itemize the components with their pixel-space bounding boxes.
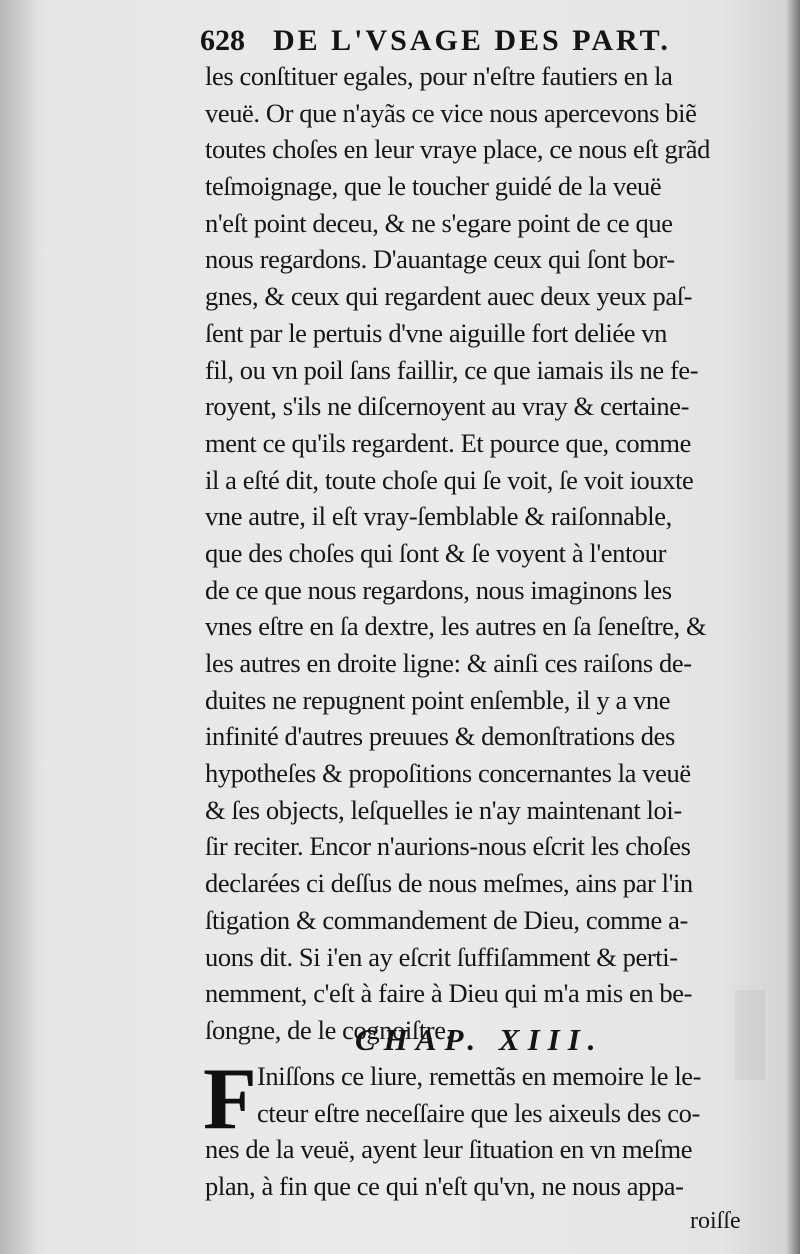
- drop-cap: F: [203, 1051, 257, 1148]
- text-line: Iniſſons ce liure, remettãs en memoire le le-: [257, 1061, 702, 1091]
- chapter-text: [203, 1051, 767, 1204]
- text-line: teſmoignage, que le toucher guidé de la veuë: [205, 171, 662, 202]
- text-line: toutes choſes en leur vraye place, ce nous eſt grãd: [205, 134, 710, 165]
- text-line: declarées ci deſſus de nous meſmes, ains par l'in: [205, 868, 693, 899]
- text-line: ſent par le pertuis d'vne aiguille fort deliée vn: [205, 317, 668, 348]
- text-line: de ce que nous regardons, nous imaginons les: [205, 574, 672, 605]
- text-line: que des choſes qui ſont & ſe voyent à l'entour: [205, 537, 667, 568]
- page-edge: [786, 0, 800, 1254]
- text-line: duites ne repugnent point enſemble, il y a vne: [205, 684, 671, 715]
- gutter-shadow: [0, 0, 40, 1254]
- body-text: [205, 58, 767, 1049]
- text-line: il a eſté dit, toute choſe qui ſe voit, ſe voit iouxte: [205, 464, 694, 495]
- text-line: ſtigation & commandement de Dieu, comme a-: [205, 904, 688, 935]
- page-number: 628: [200, 24, 245, 57]
- running-head: [200, 14, 740, 58]
- text-line: ſir reciter. Encor n'aurions-nous eſcrit les choſes: [205, 831, 691, 862]
- text-line: vne autre, il eſt vray-ſemblable & raiſonnable,: [205, 501, 672, 532]
- catchword: roiſſe: [690, 1208, 741, 1234]
- text-line: uons dit. Si i'en ay eſcrit ſuffiſamment & perti-: [205, 941, 678, 972]
- text-line: veuë. Or que n'ayãs ce vice nous apercevons biẽ: [205, 97, 697, 128]
- text-line: royent, s'ils ne diſcernoyent au vray & certaine-: [205, 391, 690, 422]
- text-line: plan, à fin que ce qui n'eſt qu'vn, ne nous appa-: [205, 1170, 684, 1201]
- text-line: vnes eſtre en ſa dextre, les autres en ſa ſeneſtre, &: [205, 611, 707, 642]
- text-line: ſongne, de le cognoiſtre.: [205, 1014, 452, 1045]
- text-line: gnes, & ceux qui regardent auec deux yeux paſ-: [205, 281, 693, 312]
- text-line: infinité d'autres preuues & demonſtrations des: [205, 721, 675, 752]
- text-line: hypotheſes & propoſitions concernantes la veuë: [205, 758, 691, 789]
- text-line: n'eſt point deceu, & ne s'egare point de ce que: [205, 207, 673, 238]
- text-line: ment ce qu'ils regardent. Et pource que, comme: [205, 427, 692, 458]
- text-line: cteur eſtre neceſſaire que les aixeuls des co-: [257, 1097, 700, 1128]
- running-title: DE L'VSAGE DES PART.: [273, 24, 671, 57]
- chapter-heading: CHAP. XIII.: [355, 1022, 604, 1057]
- text-line: les conſtituer egales, pour n'eſtre fautiers en la: [205, 61, 673, 91]
- text-line: & ſes objects, leſquelles ie n'ay maintenant loi-: [205, 794, 682, 825]
- text-line: les autres en droite ligne: & ainſi ces raiſons de-: [205, 648, 692, 678]
- text-line: nemment, c'eſt à faire à Dieu qui m'a mis en be-: [205, 978, 693, 1009]
- text-line: nes de la veuë, ayent leur ſituation en vn meſme: [205, 1134, 693, 1164]
- text-line: nous regardons. D'auantage ceux qui ſont bor-: [205, 244, 675, 275]
- text-line: fil, ou vn poil ſans faillir, ce que iamais ils ne fe-: [205, 354, 699, 385]
